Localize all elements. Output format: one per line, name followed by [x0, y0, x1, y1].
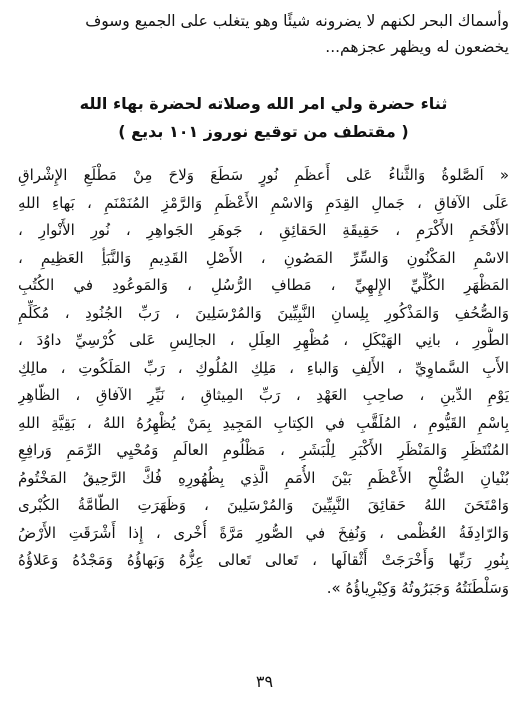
text-line: الأَبِ السَّماوِيِّ ، الأَلِفِ وَالباءِ ، مَلِكِ المُلُوكِ ، رَبِّ المَلَكُوتِ ، مالِكِ — [18, 358, 509, 377]
text-line: المُنْتَظَرِ وَالمَنْظَرِ الأَكْبَرِ لِلْبَشَرِ ، مَظْلُومِ العالَمِ وَمُحْيِي الرِّمَمِ وَرافِعِ — [18, 441, 509, 459]
heading-title: ثناء حضرة ولي امر الله وصلاته لحضرة بهاء الله — [79, 94, 448, 113]
intro-line: يخضعون له ويظهر عجزهم... — [325, 38, 509, 56]
section-heading — [18, 90, 509, 146]
page-number: ٣٩ — [255, 672, 274, 691]
text-line: وَالصُّحُفِ وَالمَذْكُورِ بِلِسانِ النَّبِيِّينَ وَالمُرْسَلِينَ ، رَبِّ الجُنُودِ ، مُكَلِّمِ — [18, 303, 509, 322]
intro-paragraph — [18, 8, 509, 60]
text-line: وَسَلْطَنَتُهُ وَجَبَرُوتُهُ وَكِبْرِياؤُهُ ». — [326, 578, 509, 597]
text-line: الطُّورِ ، بانِي الهَيْكَلِ ، مُظْهِرِ العِلَلِ ، الجالِسِ عَلى كُرْسِيِّ داوُدَ ، — [18, 331, 509, 349]
prayer-text — [18, 162, 509, 602]
heading-subtitle: ( مقتطف من توقيع نوروز ١٠١ بديع ) — [118, 122, 409, 141]
text-line: المَظْهَرِ الكُلِّيِّ الإِلهِيِّ ، مَطافِ الرُّسُلِ ، وَالمَوعُودِ في الكُتُبِ — [18, 276, 509, 294]
text-line: بِاسْمِ القَيُّومِ ، المُلَقَّبِ في الكِتابِ المَجِيدِ بِمَنْ يُظْهِرُهُ اللهُ ، بَقِيَّةِ اللهِ — [18, 413, 509, 432]
intro-line: وأسماك البحر لكنهم لا يضرونه شيئًا وهو يتغلب على الجميع وسوف — [85, 12, 509, 30]
text-line: وَالرّادِفَةُ العُظْمى ، وَنُفِخَ في الصُّورِ مَرَّةً أُخْرى ، إِذا أَشْرَقَتِ الأَرْضُ — [18, 523, 509, 542]
text-line: الأَفْخَمِ الأَكْرَمِ ، حَقِيقَةِ الحَقائِقِ ، جَوهَرِ الجَواهِرِ ، نُورِ الأَنْوارِ ، — [18, 221, 509, 239]
text-line: وَامْتَحَنَ اللهُ حَقائِقَ النَّبِيِّينَ وَالمُرْسَلِينَ ، وَظَهَرَتِ الطّامَّةُ الكُبْرى — [18, 496, 509, 514]
text-line: بُنْيانِ الصُّلْحِ الأَعْظَمِ بَيْنَ الأُمَمِ الَّذِي بِظُهُورِهِ فُكَّ الرَّحِيقُ المَخْتُومُ — [18, 468, 509, 487]
text-line: « اَلصَّلوةُ وَالثَّناءُ عَلى أَعظَمِ نُورٍ سَطَعَ وَلاحَ مِنْ مَطْلَعِ الإِشْراقِ — [18, 166, 509, 184]
text-line: عَلَى الآفاقِ ، جَمالِ القِدَمِ وَالاسْمِ الأَعْظَمِ وَالرَّمْزِ المُنَمْنَمِ ، بَهاءِ اللهِ — [18, 193, 509, 212]
text-line: بِنُورِ رَبِّها وَأَخْرَجَتْ أَثْقالَها ، تَعالى تَعالى عِزُّهُ وَبَهاؤُهُ وَمَجْدُهُ وَعَلاؤُهُ — [18, 551, 509, 569]
text-line: يَوْمِ الدِّينِ ، صاحِبِ العَهْدِ ، رَبِّ المِيثاقِ ، نَيِّرِ الآفاقِ ، الظّاهِرِ — [18, 386, 509, 404]
text-line: الاسْمِ المَكْنُونِ وَالسِّرِّ المَصُونِ ، الأَصْلِ القَدِيمِ وَالنَّبَأِ العَظِيمِ ، — [18, 248, 509, 267]
